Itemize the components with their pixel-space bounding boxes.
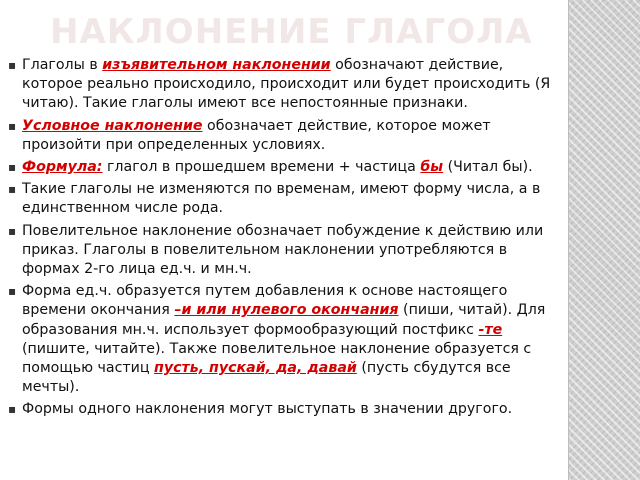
list-item: [8, 222, 558, 280]
highlight-term: пусть, пускай, да, давай: [154, 360, 357, 377]
highlight-term: Условное наклонение: [22, 117, 203, 134]
item-text: (пиши, читай). Для образования мн.ч. использует формообразующий постфикс: [22, 302, 546, 338]
list-item: [8, 117, 558, 155]
item-text: (Читал бы).: [443, 159, 533, 176]
bullet-icon: ▪: [8, 402, 17, 417]
item-text: Формы одного наклонения могут выступать в значении другого.: [22, 401, 513, 418]
highlight-term: бы: [420, 159, 444, 176]
item-text: Форма ед.ч. образуется путем добавления к основе настоящего времени окончания: [22, 283, 508, 319]
list-item: [8, 56, 558, 114]
item-text: обозначают действие, которое реально происходило, происходит или будет происходить (Я читаю). Такие глаголы имеют все непостоянные признаки.: [22, 57, 551, 112]
decorative-stripe: [568, 0, 640, 480]
slide-title: НАКЛОНЕНИЕ ГЛАГОЛА: [50, 12, 533, 52]
item-text: (пишите, читайте). Также повелительное наклонение образуется с помощью частиц: [22, 340, 532, 377]
list-item: [8, 400, 558, 419]
highlight-term: -те: [478, 321, 503, 338]
bullet-icon: ▪: [8, 118, 17, 133]
highlight-term: –и или нулевого окончания: [174, 302, 399, 319]
item-text: обозначает действие, которое может произойти при определенных условиях.: [22, 117, 491, 153]
item-text: Такие глаголы не изменяются по временам, имеют форму числа, а в единственном числе рода.: [22, 181, 541, 217]
bullet-icon: ▪: [8, 182, 17, 197]
item-text: Повелительное наклонение обозначает побуждение к действию или приказ. Глаголы в повелительном наклонении употребляются в формах 2-го лица ед.ч. и мн.ч.: [22, 222, 544, 278]
list-item: [8, 180, 558, 218]
list-item: [8, 158, 558, 177]
bullet-list: [8, 56, 558, 423]
bullet-icon: ▪: [8, 223, 17, 238]
item-text: Глаголы в: [22, 57, 103, 73]
bullet-icon: ▪: [8, 160, 17, 175]
highlight-term: изъявительном наклонении: [102, 57, 331, 73]
item-text: глагол в прошедшем времени + частица: [102, 159, 421, 176]
list-item: [8, 282, 558, 397]
highlight-term: Формула:: [22, 159, 103, 176]
bullet-icon: ▪: [8, 58, 17, 72]
item-text: (пусть сбудутся все мечты).: [22, 360, 511, 396]
bullet-icon: ▪: [8, 284, 17, 299]
